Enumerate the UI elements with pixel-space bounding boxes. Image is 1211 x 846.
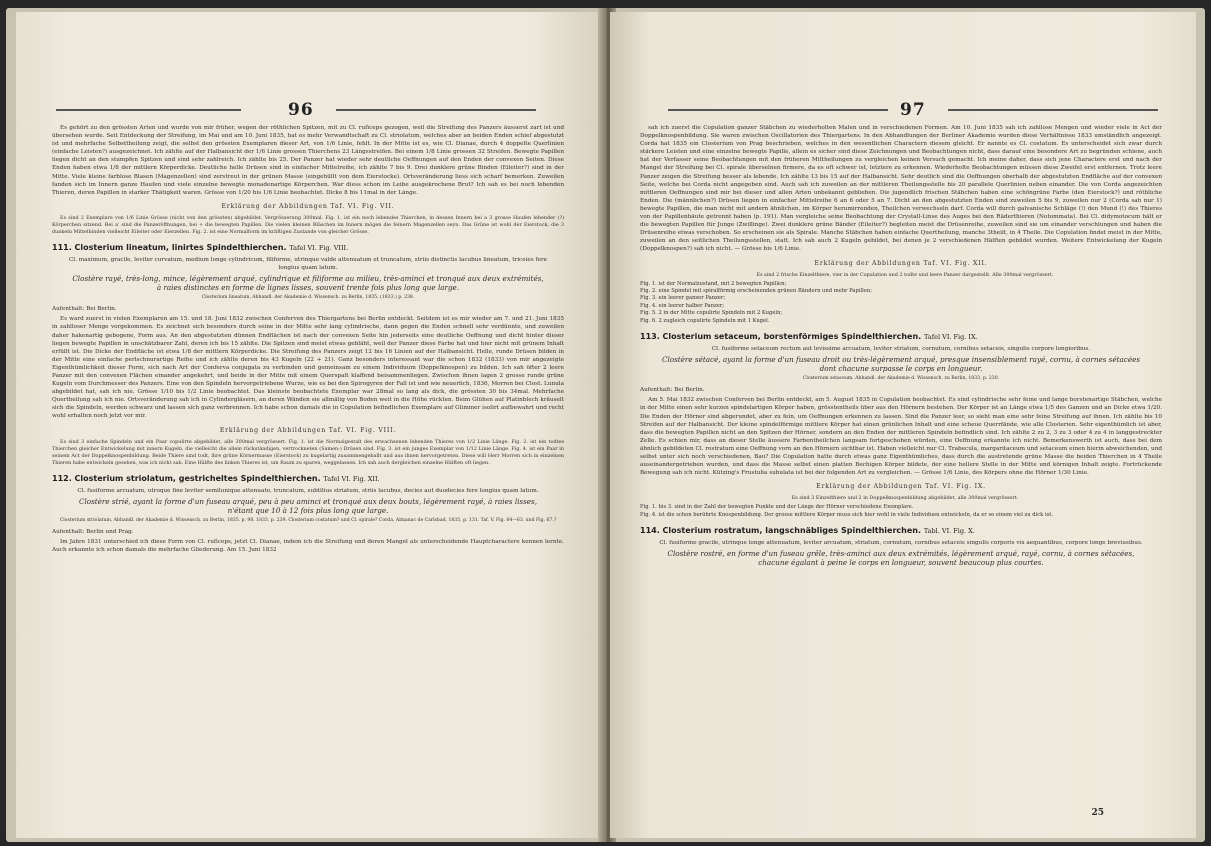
species-title: 113. Closterium setaceum, borstenförmiges Spindelthierchen. bbox=[640, 332, 922, 342]
figure-line: Fig. 4. ein leerer halber Panzer; bbox=[640, 302, 725, 309]
explanation-text: Es sind 3 einfache Spindeln und ein Paar copulirte abgebildet, alle 300mal vergrössert. Fig. 1. ist die Normalgestalt des erwachsenen lebenden Thieres von 1/2 Linie Länge. Fig. 2. ist ein todtes Thierchen gleicher Entwickelung mit innern Kugeln, die vielleicht die allein rückständigen, vertrockneten (Samen-) Drüsen sind. Fig. 3. ist ein junges Exemplar von 1/12 Linie Länge. Fig. 4. ist ein Paar in seinem Act der Doppelknospenbildung. Beide Thiere sind todt, ihre grüne Körnermasse (Eierstock) zu kugelartig zusammengeballt und aus ihnen hervorgetreten. Diese will Herr Morren sich in einzelnen Thieren habe entwickeln gesehen, was ich nicht sah. Eine Hälfte des linken Thieres ist, um Raum zu sparen, weggelassen. Ich sah auch dergleichen einzelne Hälften oft liegen. bbox=[52, 438, 564, 466]
figure-line: Fig. 2. eine Spindel mit spiralförmig erscheinenden grünen Bändern und mehr Papillen; bbox=[640, 288, 872, 294]
description-paragraph: Am 5. Mai 1832 zwischen Conferven bei Berlin entdeckt, am 5. August 1835 in Copulation beobachtet. Es sind cylindrische sehr feine und lange borstenartige Stäbchen, welche in der Mitte einen sehr kurzen spindelartigen Körper haben, grösstentheils über aus den Hörnern bestehen. Der Körper ist an Länge etwa 1/5 des Ganzen und an Dicke etwa 1/20. Die Enden der Hörner sind abgerundet, aber zu fein, um Oeffnungen erkennen zu lassen. Sind die Panzer leer, so sieht man eine sehr feine Streifung auf ihnen. Ich zählte bis 10 Streifen auf der Halbansicht. Der kleine spindelförmige mittlere Körper hat einen grünlichen Inhalt und eine scheue Querrfände, wie alle Closterien. Sehr eigenthümlich ist aber, dass die bewegten Papillen nicht an den Spitzen der Hörner, sondern an den Enden der mittleren Spindeln befindlich sind. Ich zählte 2 zu 2, 3 zu 3 oder 4 zu 4 in langgestreckter Zelle. Es schien mir, dass an dieser Stelle äussere Farbentheilchen langsam fortgeschoben würden, eine Oeffnung erkannte ich nicht. Bemerkenswerth ist auch, dass bei dem ähnlich gebildeten Cl. rostratum eine Oeffnung vorn an den Hörnern sichtbar ist. Haben vielleicht nur Cl. Trabecula, margaritaceum und setaceum einen hierin abweichenden, und selbst unter sich noch verschiedenen, Bau? Die Copulation hatte durch etwas ganz Eigenthümliches, dass durch die austretende grüne Masse die beiden Thierchen in 4 Theile auseinandergetrieben wurden, und dass die Masse selbst einen platten Bechigen Körper bildete, der eine hellere Stelle in der Mitte und körnigen Inhalt zeigte. Fortrückende Bewegung sah ich nicht. Kützing's Frustulia subulata ist bei der folgenden Art zu vergleichen. — Grösse 1/6 Linie, des Körpers ohne die Hörner 1/30 Linie. bbox=[640, 397, 1162, 477]
explanation-intro: Es sind 3 Einzelthiere und 2 in Doppelknospenbildung abgebildet, alle 300mal vergrössert. bbox=[791, 495, 1019, 502]
habitat-line: Aufenthalt: Bei Berlin. bbox=[52, 306, 117, 313]
explanation-title: Erklärung der Abbildungen Taf. VI. Fig. VII. bbox=[221, 202, 395, 210]
figure-line: Fig. 4. ist die schon berührte Knospenbildung. Der grosse mittlere Körper muss sich hier wohl in viele Individuen entwickeln, da er so einem viel zu dick ist. bbox=[640, 511, 1054, 518]
plate-reference: Tafel VI. Fig. VIII. bbox=[289, 243, 349, 252]
figure-line: Fig. 3. ein leerer ganzer Panzer; bbox=[640, 295, 726, 302]
figure-list bbox=[640, 281, 1162, 325]
header-rule-left bbox=[56, 109, 241, 111]
header-rule-left bbox=[668, 109, 888, 111]
french-diagnosis: Clostère rayé, très-long, mince, légèrement arqué, cylindrique et filiforme au milieu, très-aminci et tronqué aux deux extrémités, à raies distinctes en forme de lignes lisses, souvent trente fois plus long que large. bbox=[72, 274, 544, 293]
habitat-line: Aufenthalt: Berlin und Prag. bbox=[52, 528, 134, 535]
french-diagnosis: Clostère strié, ayant la forme d'un fuseau arqué, peu à peu aminci et tronqué aux deux bouts, légèrement rayé, à raies lisses, n'étant que 10 à 12 fois plus long que large. bbox=[78, 496, 538, 515]
page-number-right: 97 bbox=[900, 100, 926, 120]
french-diagnosis: Clostère sétacé, ayant la forme d'un fuseau droit ou très-légèrement arqué, presque insensiblement rayé, cornu, à cornes sétacées dont chacune surpasse le corps en longueur. bbox=[661, 355, 1141, 374]
right-page-text bbox=[640, 124, 1162, 569]
species-title: 112. Closterium striolatum, gestricheltes Spindelthierchen. bbox=[52, 473, 321, 483]
open-book bbox=[6, 8, 1205, 842]
citation: Closterium lineatum, Abhandl. der Akademie d. Wissensch. zu Berlin, 1835. (1833.) p. 238. bbox=[201, 295, 415, 301]
intro-paragraph: Es gehört zu den grössten Arten und wurde von mir früher, wegen der röthlichen Spitzen, mit zu Cl. rufìceps gezogen, weil die Streifung des Panzers äusserst zart ist und übersehen wurde. Seit Entdeckung der Streifung, im Mai und am 10. Juni 1835, hat es mehr Verwandtschaft zu Cl. striolatum, welches aber an beiden Enden schief abgestutzt ist und mehrfache Selbsttheilung zeigt, die selbst den grössten Exemplaren dieser Art, von 1/6 Linie, fehlt. In der Mitte ist es, wie Cl. Dianae, durch 4 doppelte Querlinien (einfache Leisten?) ausgezeichnet. Ich zählte auf der Halbansicht der 1/6 Linie grossen Thierchens 23 Längsstreifen. Bei einem 1/8 Linie grossen 32 Streifen. Bewegte Papillen liegen dicht an den stumpfen Spitzen und sind sehr zahlreich. Ich zählte bis 25. Der Panzer hat wieder sehr deutliche Oeffnungen auf den Enden der convexen Seiten. Diese Enden haben etwa 1/8 der mittlern Körperdicke. Deutliche helle Drüsen sind in einfacher Mittelreihe, ich zählte 7 bis 9. Drei dunklere grüne Binden (Eileiter?) sind in der Mitte. Viele kleine farblose Blasen (Magenzellen) sind zerstreut in der grünen Masse (eingehüllt von dem Eierstocke). Ortsveränderung liess sich scharf bemerken. Zuweilen fanden sich im Innern ganze Haufen und viele einzelne bewegte monadenartige Körperchen. War diess schon im Leibe ausgekrochene Brut? Ich sah es bei noch lebenden Thieren, deren Papillen in starker Thätigkeit waren. Grösse von 1/20 bis 1/6 Linie beobachtet. Dicke 8 bis 11mal in der Länge. bbox=[52, 125, 564, 196]
description-paragraph: Es ward zuerst in vielen Exemplaren am 15. und 18. Juni 1832 zwischen Conferven des Thiergartens bei Berlin entdeckt. Seitdem ist es mir wieder am 7. und 21. Juni 1835 in zahlloser Menge vorgekommen. Es zeichnet sich besonders durch seine in der Mitte sehr lang cylindrische, dann gegen die Enden schnell sehr verdünnte, und zuweilen daher hakenartig gebogene, Form aus. An den abgestutzten dünnen Endflächen ist nach der convexen Seite hin jederseits eine deutliche Oeffnung und dicht hinter dieser liegen bewegte Papillen in unschätzbarer Zahl, deren ich bis 15 zählte. Die Spitzen sind meist etwas gebläht, weil der Panzer diese Farbe hat und hier nicht mit grünem Inhalt erfüllt ist. Die Dicke der Endfläche ist etwa 1/8 der mittlern Körperdicke. Die Streifung des Panzers zeigt 12 bis 16 Linien auf der Halbansicht. Helle, runde Drüsen bilden in der Mitte eine einfache perlschnurartige Reihe und ich zählte deren bis 43 Kugeln (22 + 21). Ganz besonders interessant war die schon 1832 (1833) von mir angezeigte Eigenthümlichkeit dieser Form, sich nach Art der Conferva conjugata zu verbinden und gemeinsam zu einem Individuum (Doppelknospen) zu bilden. Ich sah öfter 2 leere Panzer mit den convexen Flächen einander angekehrt, und beide in der Mitte mit einem Querspalt klaffend beisammenliegen. Zwischen ihnen lagen 2 grosse runde grüne Kugeln vom Durchmesser des Panzers. Eine von den Spindeln hervorgetriebene Wurze, wie es bei den Spirogyren der Fall ist und wie neuerlich, 1836, Morren bei Clost. Lunula abgebildet hat, sah ich nie. Grösse 1/10 bis 1/2 Linie beobachtet. Das kleinste beobachtete Exemplar war 28mal so lang als dick, die grössten 30 bis 34mal. Mehrfache Quertheilung sah ich nie. Ortsveränderung sah ich in Cylindergläsern, an deren Wänden sie allmälig von Boden weit in die Höhe rückten. Beim Glühen auf Platinblech kräuselt sich die Spindeln, werden schwarz und lassen sich ganz verbrennen. Ich habe schon damals die in Copulation befindlichen Exemplare auf Glimmer isolirt aufbewahrt und recht wohl erhalten noch jetzt vor mir. bbox=[52, 316, 564, 420]
habitat-line: Aufenthalt: Bei Berlin. bbox=[640, 387, 705, 394]
species-heading-113 bbox=[640, 331, 1162, 343]
species-heading-114 bbox=[640, 525, 1162, 537]
figure-line: Fig. 1. ist der Normalzustand, mit 2 bewegten Papillen; bbox=[640, 280, 787, 287]
explanation-intro: Es sind 2 frische Einzelthiere, vier in der Copulation und 2 todte und leere Panzer dargestellt. Alle 300mal vergrössert. bbox=[756, 271, 1054, 278]
plate-reference: Tafel VI. Fig. IX. bbox=[924, 333, 978, 342]
species-heading-111 bbox=[52, 242, 564, 254]
species-title: 111. Closterium lineatum, linirtes Spindelthierchen. bbox=[52, 242, 287, 252]
header-rule-right bbox=[948, 109, 1158, 111]
plate-reference: Tafel VI. Fig. XII. bbox=[323, 474, 380, 483]
latin-diagnosis: Cl. fusiforme gracile, utrinque longe attenuatum, leviter arcuatum, striatum, cornutum, cornibus setaceis singulis corporis vix aequantibus, corpore longe breviusibus. bbox=[659, 540, 1143, 547]
explanation-title: Erklärung der Abbildungen Taf. VI. Fig. VIII. bbox=[219, 426, 397, 434]
species-title: 114. Closterium rostratum, langschnäbliges Spindelthierchen. bbox=[640, 526, 922, 536]
explanation-title: Erklärung der Abbildungen Taf. VI. Fig. XII. bbox=[814, 259, 988, 267]
citation: Closterium striolatum, Abhandl. der Akademie d. Wissensch. zu Berlin, 1835. p. 98. 1833. p. 239. Closterium costatum? und Cl. spirale? Corda, Almanac de Carlsbad, 1835. p. 131. Taf. V. Fig. 64—63. und Fig. 67.? bbox=[59, 517, 557, 523]
plate-reference: Tabl. VI. Fig. X. bbox=[923, 527, 975, 536]
page-number-left: 96 bbox=[288, 100, 314, 120]
french-diagnosis: Clostère rostré, en forme d'un fuseau grêle, très-aminci aux deux extrémités, légèrement arqué, rayé, cornu, à cornes sétacées, chacune égalant à peine le corps en longueur, souvent beaucoup plus courtes. bbox=[667, 549, 1135, 568]
explanation-text: Es sind 2 Exemplare von 1/6 Linie Grösse (nicht von den grössten) abgebildet. Vergrösserung 300mal. Fig. 1. ist ein noch lebendes Thierchen, in dessen Innern bei a 3 grosse Haufen lebender (?) Körperchen sitzend. Bei a' sind die Panzeröffnungen, bei + die bewegten Papillen. Die vielen kleinen Bläschen im Innern mögen die feinern Magenzellen seyn. Das Grüne ist wohl der Eierstock, die 3 dunkeln Mittelbinden vielleicht Eileiter oder Eierzellen. Fig. 2. ist eine Normalform im kräftigen Zustande von gleicher Grösse. bbox=[52, 214, 564, 235]
header-rule-right bbox=[336, 109, 536, 111]
explanation-title: Erklärung der Abbildungen Taf. VI. Fig. IX. bbox=[816, 483, 986, 491]
latin-diagnosis: Cl. fusiforme setaceum rectum aut levissime arcuatum, leviter striatum, cornutum, cornibus setaceis, singulis corpore longioribus. bbox=[711, 346, 1091, 353]
left-page bbox=[16, 12, 601, 838]
left-page-text bbox=[52, 124, 564, 556]
species-heading-112 bbox=[52, 473, 564, 485]
citation: Closterium setaceum, Abhandl. der Akademie d. Wissensch. zu Berlin, 1833. p. 230. bbox=[802, 376, 1000, 382]
figure-line: Fig. 6. 2 zugleich copulirte Spindeln mit 1 Kugel. bbox=[640, 317, 770, 324]
latin-diagnosis: Cl. fusiforme arcuatum, utroque fine leviter semilunique attenuato, truncatum, subtilius striatum, striis lacubus, decies aut duodecies fere longius quam latum. bbox=[77, 487, 539, 494]
figure-line: Fig. 5. 2 in der Mitte copulirte Spindeln mit 2 Kugeln; bbox=[640, 310, 783, 317]
right-page bbox=[610, 12, 1196, 838]
figure-line: Fig. 1. bis 3. sind in der Zahl der bewegten Punkte und der Länge der Hörner verschiedene Exemplare. bbox=[640, 504, 914, 511]
latin-diagnosis: Cl. maximum, gracile, leviter curvatum, medium longe cylindricum, filiforme, utrinque valde attenuatum et truncatum, striis distinctis lacubus lineatum, triceies fere longius quam latum. bbox=[68, 256, 548, 272]
description-paragraph: Im Jahre 1831 unterschied ich diese Form von Cl. rufìceps, jetzt Cl. Dianae, indem ich die Streifung und deren Mangel als unterscheidende Hauptcharactere kennen lernte. Auch erkannte ich schon damals die mehrfache Gliederung. Am 15. Juni 1832 bbox=[52, 538, 564, 553]
signature-mark: 25 bbox=[1091, 808, 1104, 818]
continued-paragraph: sah ich zuerst die Copulation ganzer Stäbchen zu wiederholten Malen und in verschiedenen Formen. Am 10. Juni 1835 sah ich zahllose Mengen und wieder viele in Act der Doppelknospenbildung. Sie waren zwischen Oscillatorien des Thiergartens. In den Abhandlungen der Berliner Akademie wurden diese Verhältnisse 1833 umständlich angezeigt. Corda hat 1835 ein Closterium von Prag beschrieben, welches in den wesentlichen Charactern diesem gleicht. Er nannte es Cl. costatum. Es unterscheidet sich zwar durch stärkere Leisten und eine einzelne bewegte Papille, allein es sicher sind diese Zeichnungen und Beobachtungen nicht, dass darauf eine besondere Art zu begründen schiene, auch hat der Verfasser seine Beobachtungen mit den früheren Mittheilungen zu vergleichen keinen Versuch gemacht. Ich meine daher, dass sich jene Charactere erst und nach der Mangel der Streifung bei Cl. spirale überselnen firmere, da es oft schwer ist, letztere zu erkennen. Wiederholte Beobachtungen müssen diese Zweifel erst entfernen. Trotz leere Panzer zeigen die Streifung besser als lebende. Ich zählte 13 bis 15 auf der Halbansicht. Sehr deutlich sind die Oeffnungen oberhalb der abgestutzten Endfläche auf der convexen Seite, welche bei Corda nicht angegeben sind. Auch sah ich zuweilen an der mittleren Theilungsstelle bis 20 parallele Querlinien neben einander. Die von Corda angezeichten mittleren Oeffnungen sind mir bei dieser und allen Arten unbekannt geblieben. Die jugendlich frischen Stäbchen haben eine schöngrüne Farbe (den Eierstock?) und röthliche Enden. Die (männlichen?) Drüsen liegen in einfacher Mittelreihe 6 an 6 oder 5 an 7. Dicht an den abgestutzten Enden sind zuweilen 5 bis 9, zuweilen nur 2 (Corda sah nur 1) bewegte Papillen, die man nicht mit andern ähnlichen, im Körper herumirrenden, Theilchen verwechseln darf. Corda will durch galvanische Schläge (!) den Mund (!) des Thieres von der Papillenhäute getrennt haben (p. 191). Man vergleiche seine Beobachtung der Crystall-Linse des Auges bei den Räderthieren (Notommata). Bei Cl. didymotocum hält er die bewegten Papillen für Junge (Zwillinge). Zwei dunklere grüne Bänder (Eileiter?) begleiten meist die Drüsenreihe, zuweilen sind sie um einander verschlungen und haben die Drüsenreihe etwas verschoben. So erscheinen sie als Spirale. Manche Stäbchen haben einfache Quertheilung, manche 3theilt, in 4 Theile. Die Copulation findet meist in der Mitte, zuweilen an den seitlichen Theilungsstellen, statt. Ich sah auch 2 Kugeln gebildet, bei denen je 2 verschiedenen Hälften gebildet wurden. Weitere Entwickelung der Kugeln (Doppelknospen?) sah ich nicht. — Grösse bis 1/6 Linie. bbox=[640, 125, 1162, 253]
figure-list bbox=[640, 504, 1162, 519]
